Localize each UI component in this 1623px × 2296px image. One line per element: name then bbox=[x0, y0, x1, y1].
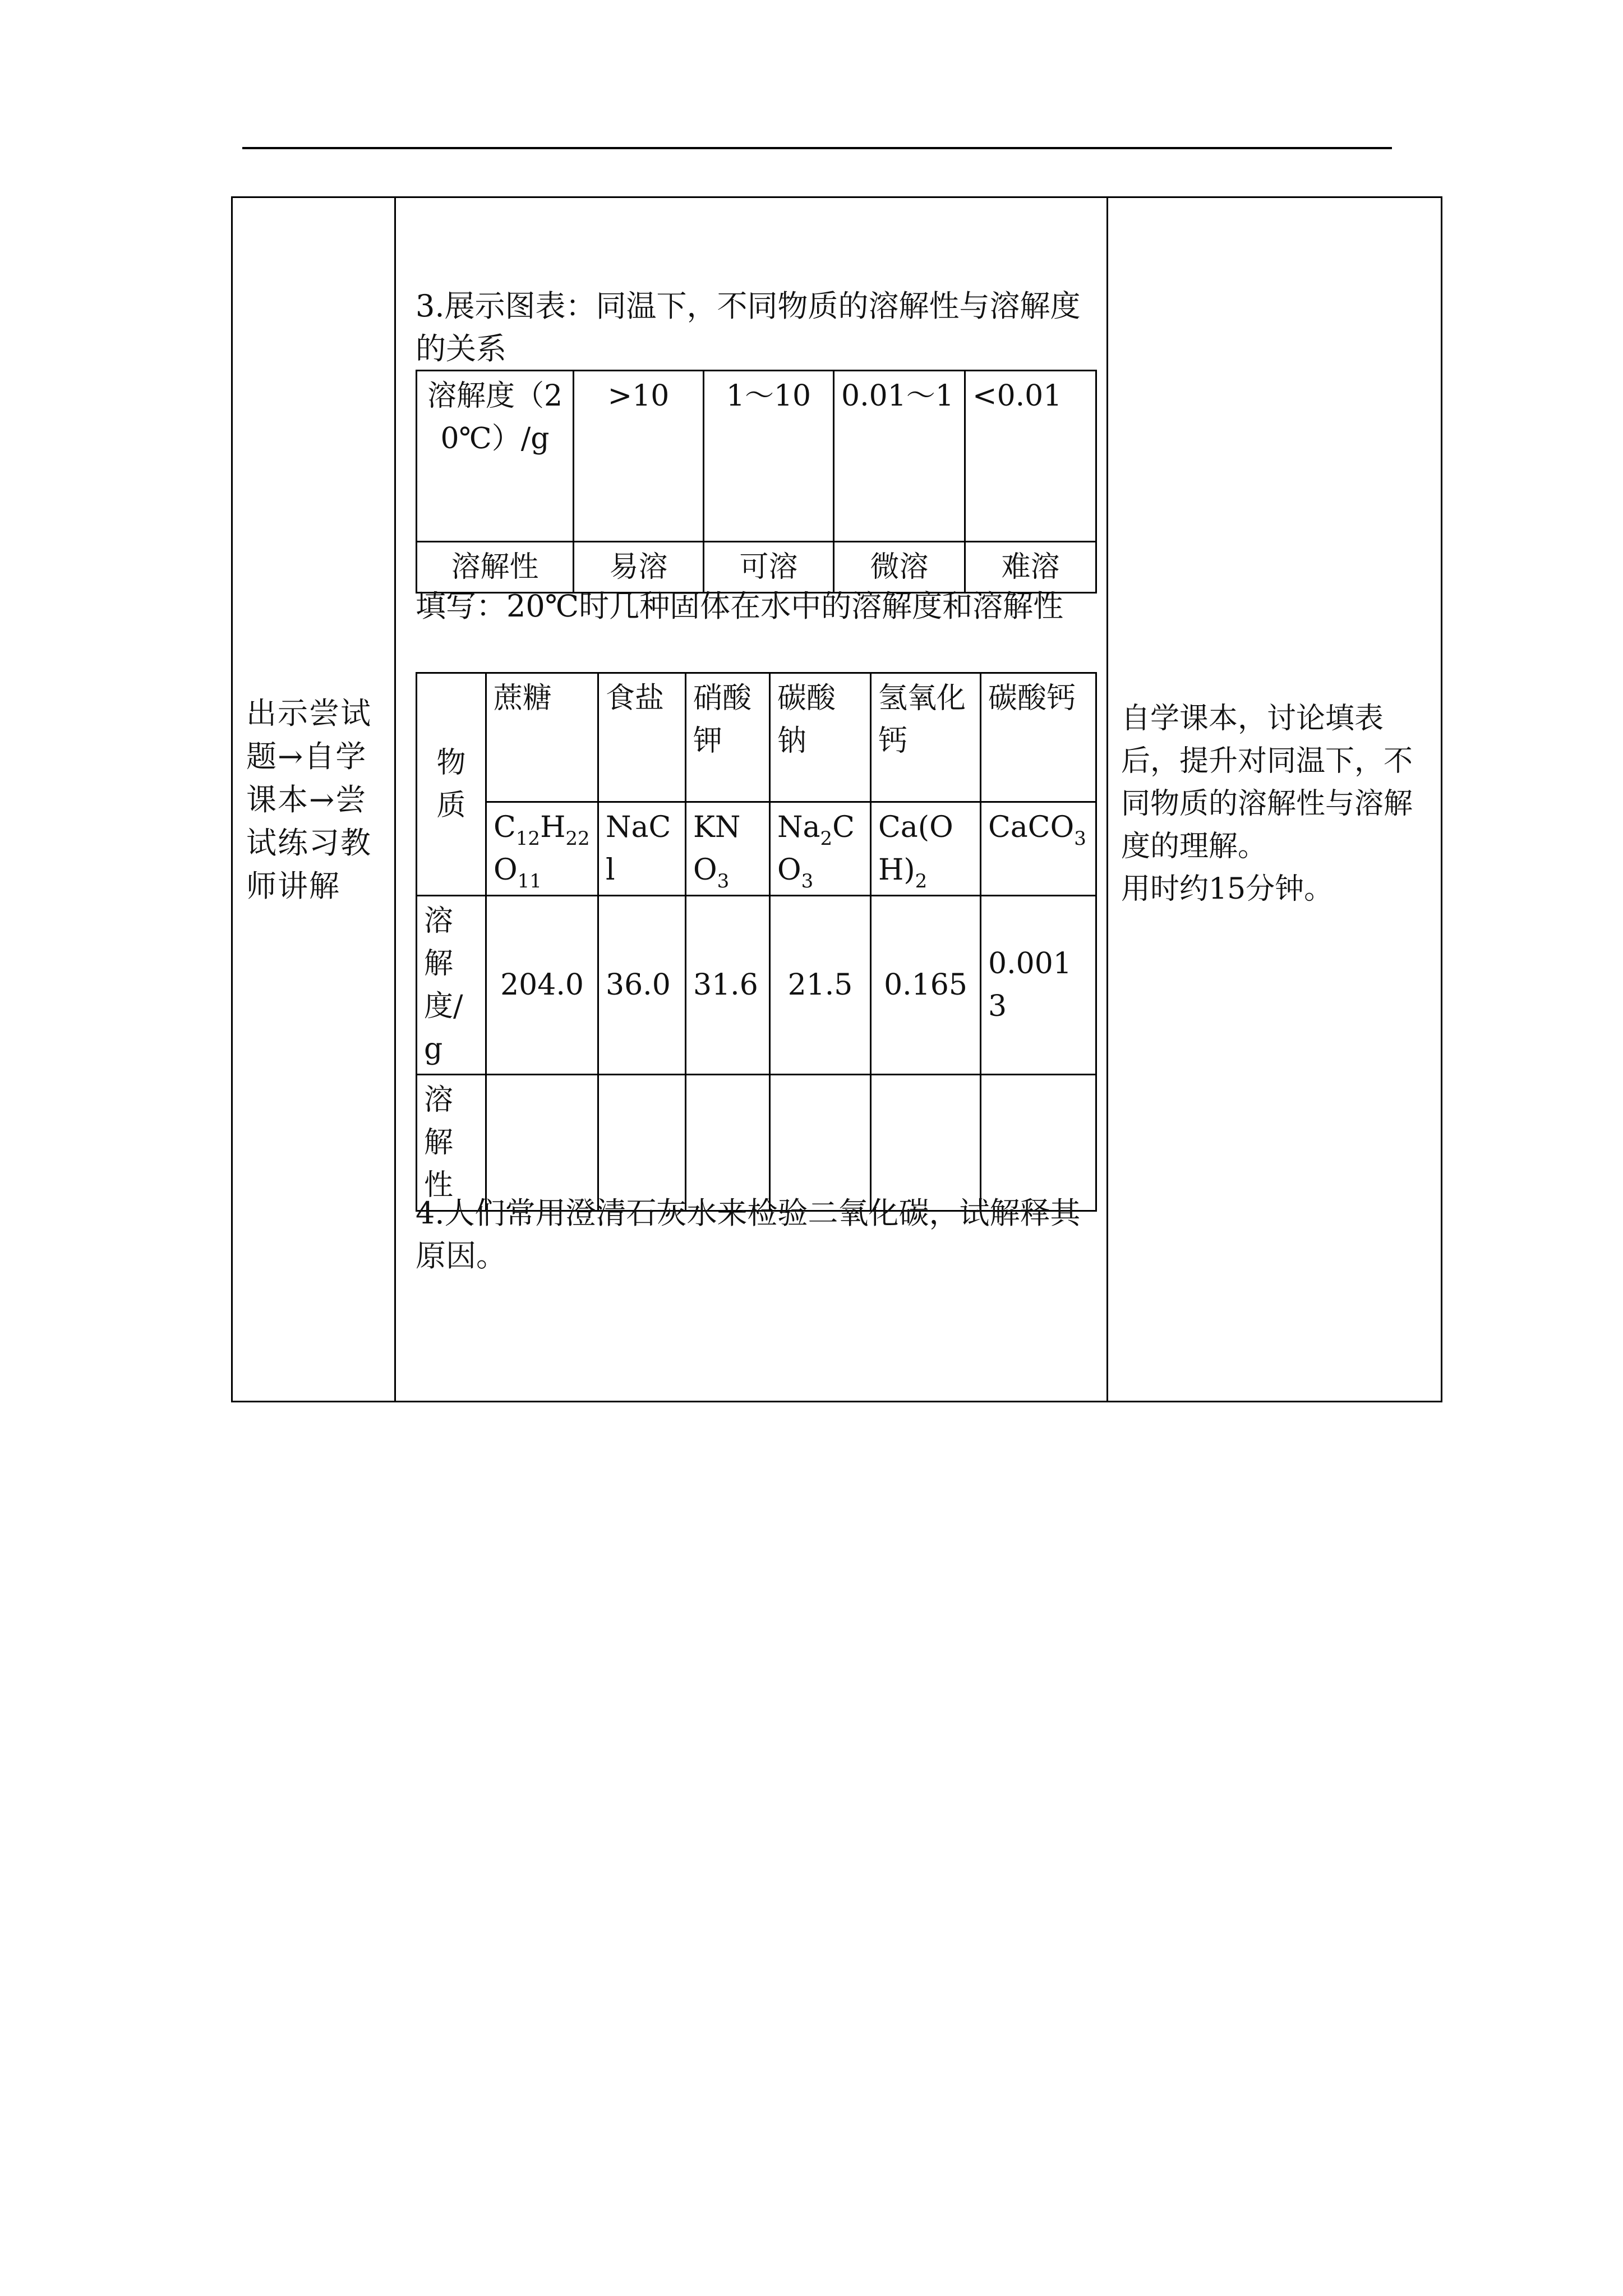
range-cell: <0.01 bbox=[965, 371, 1096, 542]
fill-intro: 填写：20℃时几种固体在水中的溶解度和溶解性 bbox=[416, 588, 1064, 624]
class-cell: 微溶 bbox=[834, 542, 965, 593]
formula: $C_{12}H_{22}O_{11}$ bbox=[486, 802, 598, 896]
formula: $KNO_3$ bbox=[686, 802, 770, 896]
solubility-value: 0.165 bbox=[871, 896, 981, 1075]
solubility-class-blank[interactable] bbox=[981, 1075, 1096, 1211]
formula: $Ca(OH)_2$ bbox=[871, 802, 981, 896]
substance-label: 物质 bbox=[417, 673, 486, 896]
solubility-class-table bbox=[416, 370, 1097, 593]
class-cell: 易溶 bbox=[574, 542, 704, 593]
solubility-value: 36.0 bbox=[598, 896, 686, 1075]
class-cell: 难溶 bbox=[965, 542, 1096, 593]
solubility-class-blank[interactable] bbox=[598, 1075, 686, 1211]
solubility-class-blank[interactable] bbox=[686, 1075, 770, 1211]
solubility-value: 0.0013 bbox=[981, 896, 1096, 1075]
substance-name: 硝酸钾 bbox=[686, 673, 770, 802]
formula: NaCl bbox=[598, 802, 686, 896]
activity-text: 自学课本，讨论填表后，提升对同温下，不同物质的溶解性与溶解度的理解。 bbox=[1121, 702, 1413, 863]
substance-name: 氢氧化钙 bbox=[871, 673, 981, 802]
solubility-fill-table bbox=[416, 672, 1097, 1212]
substance-name: 食盐 bbox=[598, 673, 686, 802]
range-cell: 0.01～1 bbox=[834, 371, 965, 542]
solubility-class-blank[interactable] bbox=[486, 1075, 598, 1211]
formula: CaCO$_3$ bbox=[981, 802, 1096, 896]
formula: $Na_2CO_3$ bbox=[770, 802, 871, 896]
solubility-value: 204.0 bbox=[486, 896, 598, 1075]
range-cell: 1～10 bbox=[704, 371, 834, 542]
activity-time: 用时约15分钟。 bbox=[1121, 872, 1334, 906]
header-rule bbox=[242, 147, 1392, 149]
student-activity bbox=[1121, 697, 1435, 910]
lesson-table bbox=[231, 196, 1442, 1402]
solubility-label: 溶解度/g bbox=[417, 896, 486, 1075]
column-divider-1 bbox=[394, 198, 396, 1401]
substance-name: 碳酸钙 bbox=[981, 673, 1096, 802]
section3-intro: 3.展示图表：同温下，不同物质的溶解性与溶解度的关系 bbox=[416, 288, 1081, 366]
section4-question: 4.人们常用澄清石灰水来检验二氧化碳，试解释其原因。 bbox=[416, 1195, 1081, 1273]
teaching-method: 出示尝试题→自学课本→尝试练习教师讲解 bbox=[246, 696, 372, 904]
class-cell: 可溶 bbox=[704, 542, 834, 593]
solubility-class-label: 溶解性 bbox=[417, 1075, 486, 1211]
column-divider-2 bbox=[1106, 198, 1108, 1401]
substance-name: 碳酸钠 bbox=[770, 673, 871, 802]
substance-name: 蔗糖 bbox=[486, 673, 598, 802]
solubility-class-blank[interactable] bbox=[871, 1075, 981, 1211]
solubility-header: 溶解度（20℃）/g bbox=[417, 371, 574, 542]
solubility-value: 31.6 bbox=[686, 896, 770, 1075]
solubility-class-blank[interactable] bbox=[770, 1075, 871, 1211]
solubility-row-label: 溶解性 bbox=[417, 542, 574, 593]
solubility-value: 21.5 bbox=[770, 896, 871, 1075]
range-cell: >10 bbox=[574, 371, 704, 542]
